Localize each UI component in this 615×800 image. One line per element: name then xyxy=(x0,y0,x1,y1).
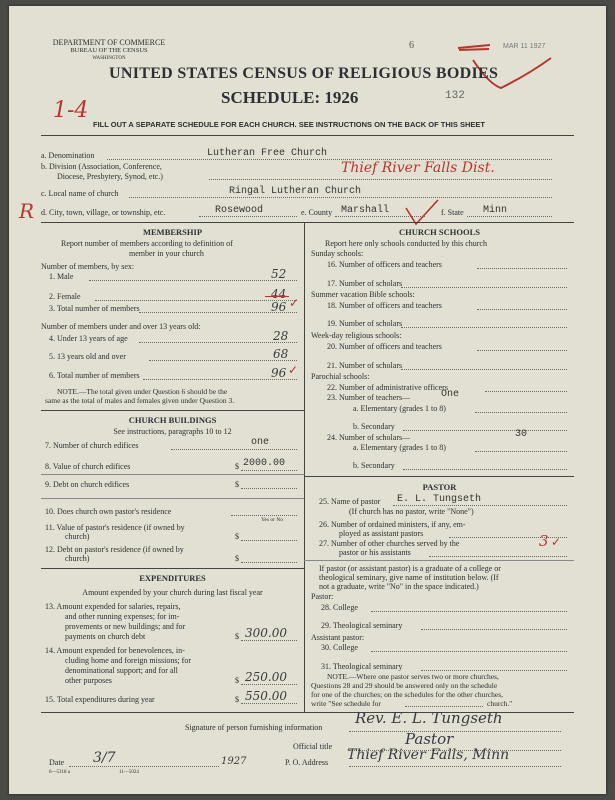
q31-label: 31. Theological seminary xyxy=(321,662,403,671)
q10-label: 10. Does church own pastor's residence xyxy=(45,507,172,516)
q10-line xyxy=(231,515,297,516)
q29-line xyxy=(421,629,567,630)
section-top-rule xyxy=(41,222,574,223)
q15-label: 15. Total expenditures during year xyxy=(45,695,155,704)
stamp-top: 6 xyxy=(409,40,414,51)
q25-hint: (If church has no pastor, write "None") xyxy=(349,507,474,516)
parochial-heading: Parochial schools: xyxy=(311,372,370,381)
pastor-rule xyxy=(304,476,574,477)
schools-title: CHURCH SCHOOLS xyxy=(399,227,480,237)
q26-line xyxy=(449,537,567,538)
q14-line xyxy=(241,684,297,685)
q23b-line xyxy=(403,430,567,431)
q26-label: 26. Number of ordained ministers, if any, em- xyxy=(319,520,466,529)
q12-label: 12. Debt on pastor's residence (if owned by xyxy=(45,545,184,554)
schedule-title: SCHEDULE: 1926 xyxy=(221,88,359,107)
pastor-note-2: Questions 28 and 29 should be answered only on the schedule xyxy=(311,681,498,690)
q13-label-2: and other running expenses; for im- xyxy=(65,612,180,621)
q3-red-check: ✓ xyxy=(289,296,300,310)
grad-note-2: theological seminary, give name of institution below. (If xyxy=(319,573,499,582)
q13-label-4: payments on church debt xyxy=(65,632,146,641)
q24a-label: a. Elementary (grades 1 to 8) xyxy=(353,443,446,452)
local-name-line xyxy=(129,197,552,198)
q9-label: 9. Debt on church edifices xyxy=(45,480,130,489)
signature-value: Rev. E. L. Tungseth xyxy=(355,709,503,727)
q5-label: 5. 13 years old and over xyxy=(49,352,126,361)
division-label-2: Diocese, Presbytery, Synod, etc.) xyxy=(57,172,163,181)
state-line xyxy=(467,216,552,217)
q27-label-2: pastor or his assistants xyxy=(339,548,411,557)
q14-label-3: denominational support; and for all xyxy=(65,666,178,675)
expenditures-title: EXPENDITURES xyxy=(139,573,206,583)
county-value: Marshall xyxy=(341,205,390,216)
grad-note-3: not a graduate, write "No" in the space indicated.) xyxy=(319,582,479,591)
membership-title: MEMBERSHIP xyxy=(142,227,203,237)
q23-label: 23. Number of teachers— xyxy=(327,393,411,402)
grad-rule xyxy=(304,560,574,561)
q7-edifices-value: one xyxy=(251,437,270,448)
schools-sub: Report here only schools conducted by this church xyxy=(325,239,487,248)
schedule-number: 132 xyxy=(445,90,465,102)
q20-label: 20. Number of officers and teachers xyxy=(327,342,442,351)
summer-heading: Summer vacation Bible schools: xyxy=(311,290,415,299)
q9-dollar: $ xyxy=(235,480,239,489)
q13-label: 13. Amount expended for salaries, repairs, xyxy=(45,602,181,611)
form-number: 6—5318 a xyxy=(49,770,70,775)
q27-red-check: ✓ xyxy=(551,535,562,549)
q5-over-13-value: 68 xyxy=(273,347,289,361)
q22-label: 22. Number of administrative officers xyxy=(327,383,448,392)
city-line xyxy=(199,216,297,217)
q13-dollar: $ xyxy=(235,632,239,641)
census-schedule-form xyxy=(9,6,606,794)
scratch-mark-icon xyxy=(456,42,492,53)
q27-line xyxy=(429,556,567,557)
q9-rule xyxy=(41,498,304,499)
q15-dollar: $ xyxy=(235,695,239,704)
q8-edifice-value: 2000.00 xyxy=(243,458,286,469)
date-label: Date xyxy=(49,758,65,767)
q20-line xyxy=(477,350,567,351)
q10-yes-no-hint: Yes or No xyxy=(261,517,284,523)
q13-running-expenses-value: 300.00 xyxy=(245,626,287,640)
q12-dollar: $ xyxy=(235,554,239,563)
q2-label: 2. Female xyxy=(49,292,81,301)
red-r-mark: R xyxy=(19,199,35,223)
age-heading: Number of members under and over 13 years old: xyxy=(41,322,201,331)
pastor-note-4: write "See schedule for xyxy=(311,699,381,708)
division-line xyxy=(209,179,552,180)
official-title-value: Pastor xyxy=(405,730,454,748)
city-name: WASHINGTON xyxy=(92,56,126,61)
q13-line xyxy=(241,640,297,641)
red-county-check xyxy=(402,198,442,228)
date-year: 1927 xyxy=(221,756,247,767)
q28-line xyxy=(371,611,567,612)
print-number: 11—5024 xyxy=(119,770,139,775)
q12-label-2: church) xyxy=(65,554,90,563)
membership-note-1: NOTE.—The total given under Question 6 should be the xyxy=(57,387,228,396)
q30-line xyxy=(371,651,567,652)
q4-label: 4. Under 13 years of age xyxy=(49,334,128,343)
q8-line xyxy=(241,470,297,471)
q11-label-2: church) xyxy=(65,532,90,541)
q21-line xyxy=(401,369,567,370)
buildings-rule xyxy=(41,410,304,411)
sunday-heading: Sunday schools: xyxy=(311,249,364,258)
state-value: Minn xyxy=(483,205,508,216)
q27-label: 27. Number of other churches served by the xyxy=(319,539,460,548)
q13-label-3: provements or new buildings; and for xyxy=(65,622,186,631)
signature-label: Signature of person furnishing information xyxy=(185,723,323,732)
q11-line xyxy=(241,540,297,541)
q14-label: 14. Amount expended for benevolences, in- xyxy=(45,646,185,655)
form-title: UNITED STATES CENSUS OF RELIGIOUS BODIES xyxy=(109,65,499,82)
department-header xyxy=(39,39,179,63)
pastor-note-5: church." xyxy=(487,699,513,708)
check-mark-icon xyxy=(402,198,442,228)
pastor-note-1: NOTE.—Where one pastor serves two or more churches, xyxy=(327,672,499,681)
q14-benevolences-value: 250.00 xyxy=(245,670,287,684)
po-address-value: Thief River Falls, Minn xyxy=(347,747,510,763)
pastor-heading: Pastor: xyxy=(311,592,334,601)
q17-label: 17. Number of scholars xyxy=(327,279,403,288)
q1-label: 1. Male xyxy=(49,272,74,281)
official-title-label: Official title xyxy=(293,742,333,751)
q24-label: 24. Number of scholars— xyxy=(327,433,411,442)
q25-pastor-name: E. L. Tungseth xyxy=(397,494,482,505)
grad-note-1: If pastor (or assistant pastor) is a graduate of a college or xyxy=(319,564,501,573)
q30-label: 30. College xyxy=(321,643,358,652)
q2-red-underline xyxy=(265,296,289,297)
q3-total-value: 96 xyxy=(271,300,287,314)
q2-female-value: 44 xyxy=(271,287,287,301)
membership-intro-2: member in your church xyxy=(129,249,204,258)
q23a-line xyxy=(475,412,567,413)
q6-label: 6. Total number of members xyxy=(49,371,140,380)
local-name-label: c. Local name of church xyxy=(41,189,119,198)
q16-line xyxy=(477,268,567,269)
pastor-note-3: for one of the churches; on the schedules for the other churches, xyxy=(311,690,504,699)
expenditures-rule xyxy=(41,568,304,569)
date-line xyxy=(69,766,219,767)
q7-label: 7. Number of church edifices xyxy=(45,441,139,450)
q6-total-value: 96 xyxy=(271,366,287,380)
assistant-heading: Assistant pastor: xyxy=(311,633,365,642)
q29-label: 29. Theological seminary xyxy=(321,621,403,630)
local-name-value: Ringal Lutheran Church xyxy=(229,186,362,197)
q28-label: 28. College xyxy=(321,603,358,612)
q14-dollar: $ xyxy=(235,676,239,685)
division-label: b. Division (Association, Conference, xyxy=(41,162,162,171)
q15-line xyxy=(241,703,297,704)
q4-under-13-value: 28 xyxy=(273,329,289,343)
q3-label: 3. Total number of members xyxy=(49,304,140,313)
q23b-label: b. Secondary xyxy=(353,422,395,431)
q17-line xyxy=(401,287,567,288)
expenditures-sub: Amount expended by your church during last fiscal year xyxy=(82,588,263,597)
city-value: Rosewood xyxy=(215,205,264,216)
po-address-line xyxy=(349,766,561,767)
q1-line xyxy=(89,280,297,281)
q24-scholars-value: 30 xyxy=(515,429,528,440)
red-mark-1-4: 1-4 xyxy=(53,98,89,123)
q23-teachers-value: One xyxy=(441,389,460,400)
denomination-value: Lutheran Free Church xyxy=(207,148,328,159)
po-address-label: P. O. Address xyxy=(285,758,329,767)
q16-label: 16. Number of officers and teachers xyxy=(327,260,442,269)
q14-label-4: other purposes xyxy=(65,676,112,685)
q23a-label: a. Elementary (grades 1 to 8) xyxy=(353,404,446,413)
q12-line xyxy=(241,562,297,563)
q24b-label: b. Secondary xyxy=(353,461,395,470)
q2-line xyxy=(95,300,297,301)
county-label: e. County xyxy=(301,208,333,217)
q24b-line xyxy=(403,469,567,470)
by-sex-heading: Number of members, by sex: xyxy=(41,262,135,271)
pastor-note-line xyxy=(405,706,483,707)
membership-note-2: same as the total of males and females given under Question 3. xyxy=(45,396,235,405)
q11-dollar: $ xyxy=(235,532,239,541)
q19-line xyxy=(401,327,567,328)
buildings-title: CHURCH BUILDINGS xyxy=(128,415,217,425)
q26-label-2: ployed as assistant pastors xyxy=(339,529,424,538)
q24a-line xyxy=(475,451,567,452)
instruction-line: FILL OUT A SEPARATE SCHEDULE FOR EACH CHURCH. SEE INSTRUCTIONS ON THE BACK OF THIS SHEET xyxy=(93,120,485,129)
date-value: 3/7 xyxy=(93,750,116,766)
q7-line xyxy=(171,449,297,450)
q14-label-2: cluding home and foreign missions; for xyxy=(65,656,191,665)
division-value: Thief River Falls Dist. xyxy=(341,160,495,176)
q15-total-expenditures-value: 550.00 xyxy=(245,689,287,703)
signature-line xyxy=(349,731,561,732)
q8-rule xyxy=(41,474,304,475)
q22-line xyxy=(485,391,567,392)
q19-label: 19. Number of scholars xyxy=(327,319,403,328)
city-label: d. City, town, village, or township, etc. xyxy=(41,208,166,217)
q1-male-value: 52 xyxy=(271,267,287,281)
weekday-heading: Week-day religious schools: xyxy=(311,331,402,340)
q18-line xyxy=(477,309,567,310)
q8-dollar: $ xyxy=(235,462,239,471)
q21-label: 21. Number of scholars xyxy=(327,361,403,370)
membership-intro-1: Report number of members according to definition of xyxy=(61,239,233,248)
header-divider xyxy=(41,135,574,136)
q11-label: 11. Value of pastor's residence (if owned by xyxy=(45,523,185,532)
q9-line xyxy=(241,488,297,489)
q25-label: 25. Name of pastor xyxy=(319,497,381,506)
q6-red-check: ✓ xyxy=(288,363,299,377)
q8-label: 8. Value of church edifices xyxy=(45,462,131,471)
received-date-stamp: MAR 11 1927 xyxy=(503,43,546,50)
bureau-name: BUREAU OF THE CENSUS xyxy=(70,47,148,54)
pastor-title: PASTOR xyxy=(422,482,457,492)
denomination-label: a. Denomination xyxy=(41,151,95,160)
dept-name: DEPARTMENT OF COMMERCE xyxy=(52,38,166,47)
q18-label: 18. Number of officers and teachers xyxy=(327,301,442,310)
q31-line xyxy=(421,670,567,671)
stamp-scratch xyxy=(456,40,492,51)
q27-other-churches-value: 3 xyxy=(539,532,549,550)
q25-line xyxy=(393,505,567,506)
buildings-sub: See instructions, paragraphs 10 to 12 xyxy=(113,427,232,436)
state-label: f. State xyxy=(441,208,464,217)
column-divider xyxy=(304,222,305,712)
